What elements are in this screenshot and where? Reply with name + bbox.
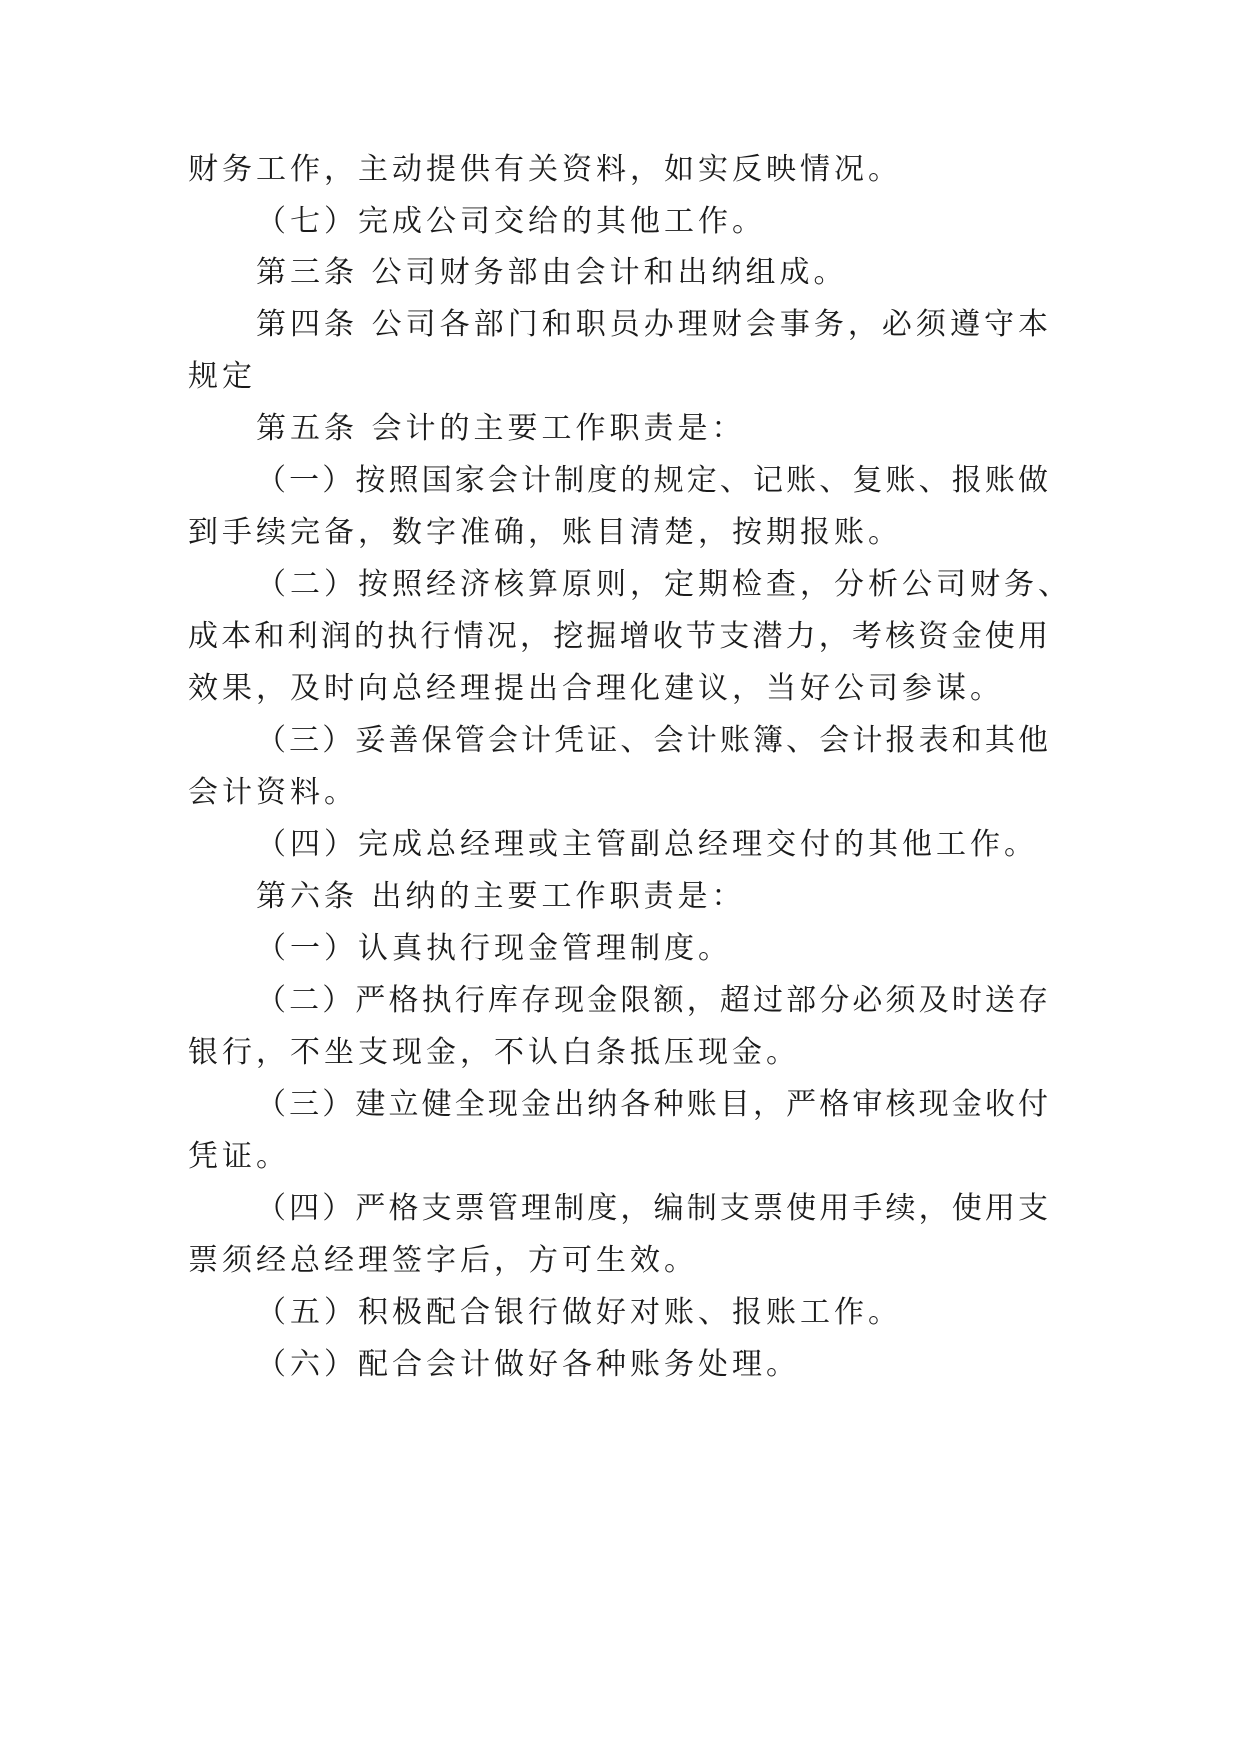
text-line: （三）妥善保管会计凭证、会计账簿、会计报表和其他	[256, 723, 1048, 758]
text-line: 规定	[188, 359, 256, 394]
text-line: 会计资料。	[188, 775, 358, 810]
text-line: （四）完成总经理或主管副总经理交付的其他工作。	[256, 827, 1038, 862]
article-heading: 第三条 公司财务部由会计和出纳组成。	[256, 255, 848, 290]
text-line: （一）认真执行现金管理制度。	[256, 931, 732, 966]
text-line: 凭证。	[188, 1139, 290, 1174]
text-line: （四）严格支票管理制度，编制支票使用手续，使用支	[256, 1191, 1048, 1226]
text-line: 成本和利润的执行情况，挖掘增收节支潜力，考核资金使用	[188, 619, 1048, 654]
text-line: 到手续完备，数字准确，账目清楚，按期报账。	[188, 515, 902, 550]
text-line: 财务工作，主动提供有关资料，如实反映情况。	[188, 152, 902, 187]
text-line: （七）完成公司交给的其他工作。	[256, 204, 766, 239]
text-line: （二）严格执行库存现金限额，超过部分必须及时送存	[256, 983, 1048, 1018]
text-line: （六）配合会计做好各种账务处理。	[256, 1347, 800, 1382]
text-line: （三）建立健全现金出纳各种账目，严格审核现金收付	[256, 1087, 1048, 1122]
article-heading: 第四条 公司各部门和职员办理财会事务，必须遵守本	[256, 307, 1048, 342]
article-heading: 第六条 出纳的主要工作职责是：	[256, 879, 746, 914]
text-line: （五）积极配合银行做好对账、报账工作。	[256, 1295, 902, 1330]
article-heading: 第五条 会计的主要工作职责是：	[256, 411, 746, 446]
text-line: （一）按照国家会计制度的规定、记账、复账、报账做	[256, 463, 1048, 498]
text-line: （二）按照经济核算原则，定期检查，分析公司财务、	[256, 567, 1068, 602]
text-line: 效果，及时向总经理提出合理化建议，当好公司参谋。	[188, 671, 1004, 706]
text-line: 银行，不坐支现金，不认白条抵压现金。	[188, 1035, 800, 1070]
text-line: 票须经总经理签字后，方可生效。	[188, 1243, 698, 1278]
